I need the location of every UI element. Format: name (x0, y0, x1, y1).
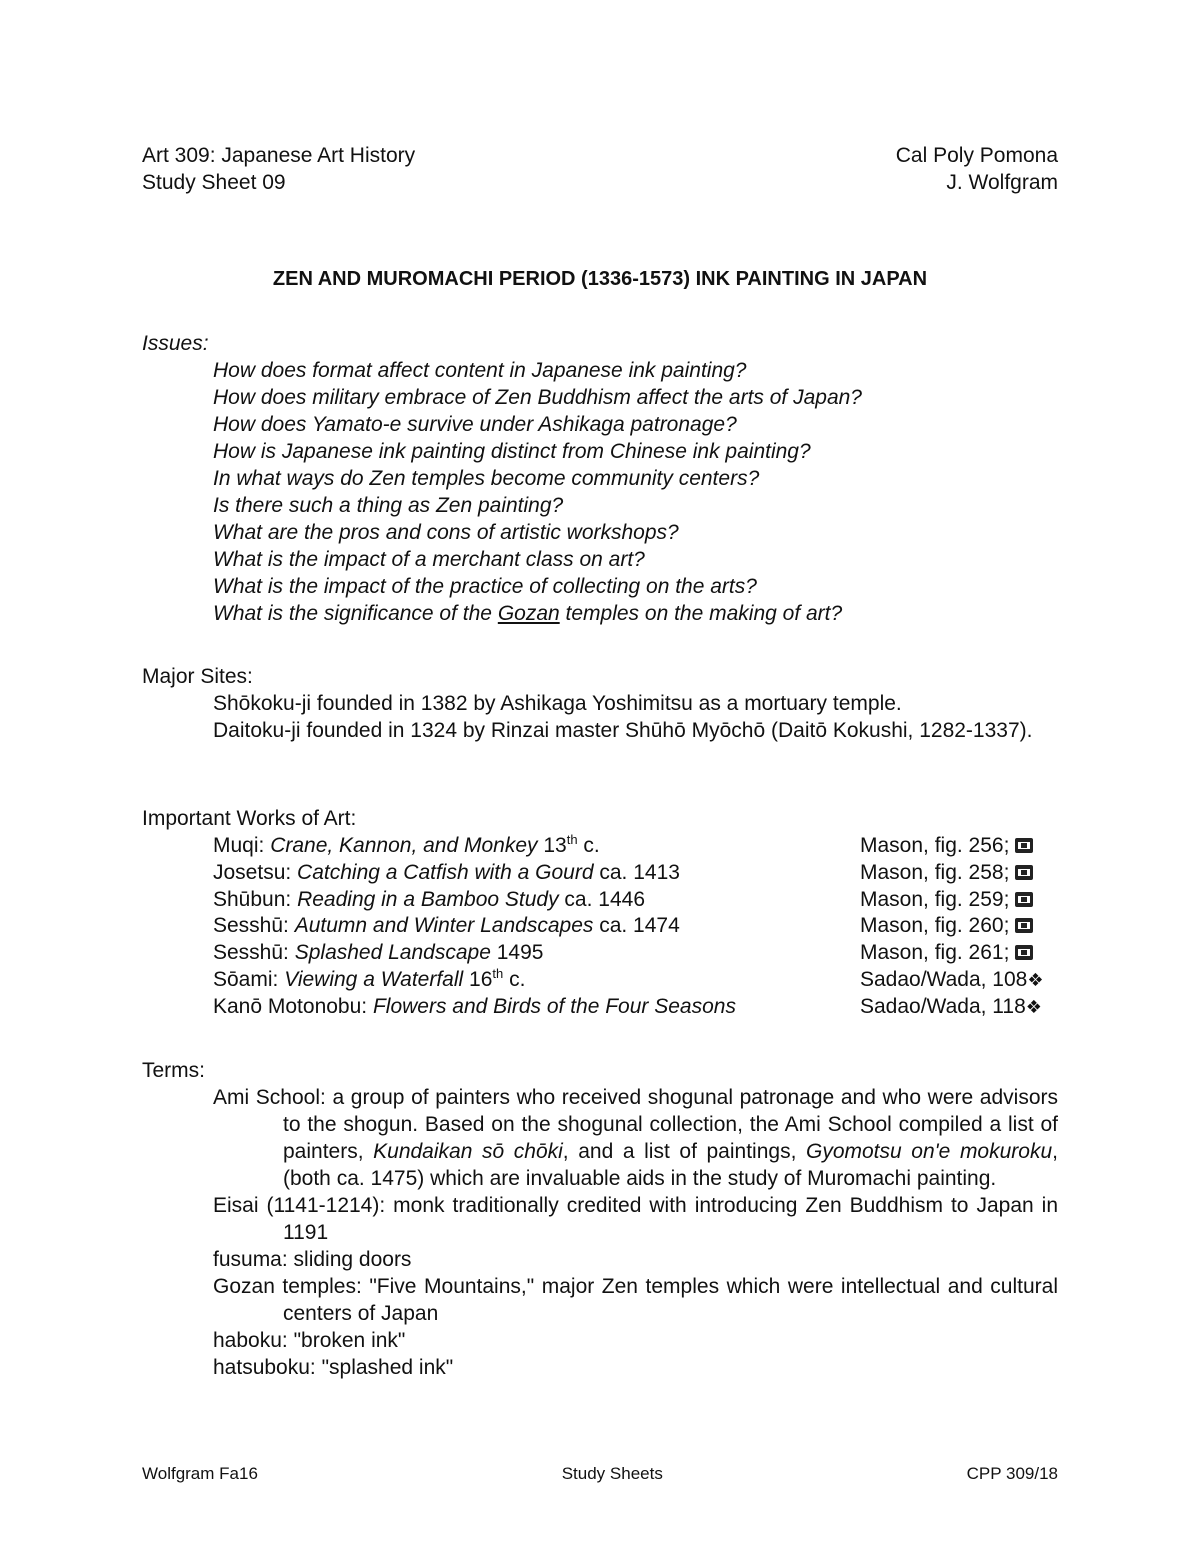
issue-item: In what ways do Zen temples become community centers? (213, 467, 760, 490)
issue-text: What is the significance of the (213, 602, 498, 625)
work-title: Catching a Catfish with a Gourd (297, 860, 594, 884)
footer-right: CPP 309/18 (966, 1464, 1058, 1483)
work-artist: Sesshū: (213, 941, 295, 965)
work-date-sup: th (492, 965, 504, 981)
work-item (213, 939, 1058, 966)
work-date: ca. 1446 (558, 887, 645, 911)
works-label: Important Works of Art: (142, 807, 357, 830)
works-list (213, 832, 1058, 1020)
work-reference: Mason, fig. 260; (860, 914, 1016, 938)
issue-text: temples on the making of art? (559, 602, 843, 625)
work-reference: Mason, fig. 258; (860, 860, 1016, 884)
gozan-underlined: Gozan (497, 602, 560, 625)
page-title: ZEN AND MUROMACHI PERIOD (1336-1573) INK PAINTING IN JAPAN (272, 268, 928, 290)
work-artist: Sesshū: (213, 914, 295, 938)
work-item (213, 886, 1058, 913)
work-title: Flowers and Birds of the Four Seasons (372, 994, 736, 1018)
term-haboku: haboku: "broken ink" (213, 1329, 406, 1352)
issue-item: How is Japanese ink painting distinct from Chinese ink painting? (213, 440, 811, 463)
film-icon (1015, 892, 1033, 907)
work-artist: Sōami: (213, 967, 285, 991)
issue-item: How does format affect content in Japanese ink painting? (213, 359, 747, 382)
diamond-icon: ❖ (1025, 996, 1042, 1017)
issues-label: Issues: (142, 332, 209, 355)
work-artist: Kanō Motonobu: (213, 994, 373, 1018)
work-artist: Muqi: (213, 834, 271, 857)
site-item: Daitoku-ji founded in 1324 by Rinzai master Shūhō Myōchō (Daitō Kokushi, 1282-1337). (213, 719, 1033, 742)
work-reference: Mason, fig. 256; (860, 834, 1016, 857)
institution: Cal Poly Pomona (895, 144, 1058, 167)
work-date: 13 (537, 834, 567, 857)
work-date: 1495 (490, 941, 544, 965)
term-italic: Gyomotsu on'e mokuroku (806, 1140, 1053, 1163)
work-title: Reading in a Bamboo Study (297, 887, 559, 911)
issue-item: What is the impact of a merchant class on art? (213, 548, 645, 571)
work-item (213, 832, 1058, 859)
work-item (213, 912, 1058, 939)
term-text: Ami School: a group of painters who received shogunal patronage and who were advisors to the shogun. Based on the shogunal collection, the Ami School compiled a list of painters, (213, 1086, 1058, 1163)
work-date-sup: th (566, 832, 578, 847)
header-row-2 (142, 169, 1058, 196)
term-text: , (both ca. 1475) which are invaluable aids in the study of Muromachi painting. (283, 1140, 1058, 1190)
term-hatsuboku: hatsuboku: "splashed ink" (213, 1356, 454, 1379)
diamond-icon: ❖ (1027, 969, 1044, 990)
work-artist: Josetsu: (213, 860, 298, 884)
footer-left: Wolfgram Fa16 (142, 1464, 258, 1483)
work-title: Splashed Landscape (294, 941, 491, 965)
issue-item: How does military embrace of Zen Buddhism affect the arts of Japan? (213, 386, 862, 409)
work-reference: Sadao/Wada, 108 (860, 967, 1028, 991)
film-icon (1015, 838, 1033, 853)
work-date: ca. 1474 (593, 914, 680, 938)
site-item: Shōkoku-ji founded in 1382 by Ashikaga Yoshimitsu as a mortuary temple. (213, 692, 902, 715)
term-text: , and a list of paintings, (562, 1140, 806, 1163)
sites-list (213, 690, 1058, 744)
issue-item (213, 600, 862, 627)
sites-label: Major Sites: (142, 665, 253, 688)
terms-label: Terms: (142, 1059, 205, 1082)
term-fusuma: fusuma: sliding doors (213, 1248, 412, 1271)
work-reference: Mason, fig. 259; (860, 887, 1016, 911)
work-date: 16 (463, 967, 493, 991)
work-item (213, 859, 1058, 886)
terms-list (213, 1084, 1058, 1381)
work-reference: Mason, fig. 261; (860, 941, 1016, 965)
term-gozan: Gozan temples: "Five Mountains," major Zen temples which were intellectual and cultural centers of Japan (213, 1275, 1058, 1325)
page-footer (142, 1460, 1058, 1487)
film-icon (1015, 945, 1033, 960)
work-item (213, 966, 1058, 993)
film-icon (1015, 865, 1033, 880)
course-title: Art 309: Japanese Art History (142, 144, 416, 167)
work-title: Autumn and Winter Landscapes (294, 914, 594, 938)
work-artist: Shūbun: (213, 887, 298, 911)
term-eisai: Eisai (1141-1214): monk traditionally credited with introducing Zen Buddhism to Japan in 1191 (213, 1194, 1058, 1244)
instructor: J. Wolfgram (946, 171, 1058, 194)
work-title: Crane, Kannon, and Monkey (270, 834, 538, 857)
issue-item: How does Yamato-e survive under Ashikaga patronage? (213, 413, 737, 436)
work-date-suffix: c. (577, 834, 600, 857)
work-title: Viewing a Waterfall (284, 967, 464, 991)
term-ami-school (213, 1084, 1058, 1192)
film-icon (1015, 918, 1033, 933)
term-italic: Kundaikan sō chōki (373, 1140, 563, 1163)
header-row-1 (142, 142, 1058, 169)
work-date: ca. 1413 (593, 860, 680, 884)
footer-center: Study Sheets (561, 1464, 663, 1483)
issue-item: What are the pros and cons of artistic workshops? (213, 521, 679, 544)
work-date-suffix: c. (503, 967, 526, 991)
issues-list (213, 357, 862, 627)
work-reference: Sadao/Wada, 118 (860, 994, 1026, 1018)
sheet-number: Study Sheet 09 (142, 171, 286, 194)
issue-item: What is the impact of the practice of collecting on the arts? (213, 575, 757, 598)
issue-item: Is there such a thing as Zen painting? (213, 494, 564, 517)
work-item (213, 993, 1058, 1020)
